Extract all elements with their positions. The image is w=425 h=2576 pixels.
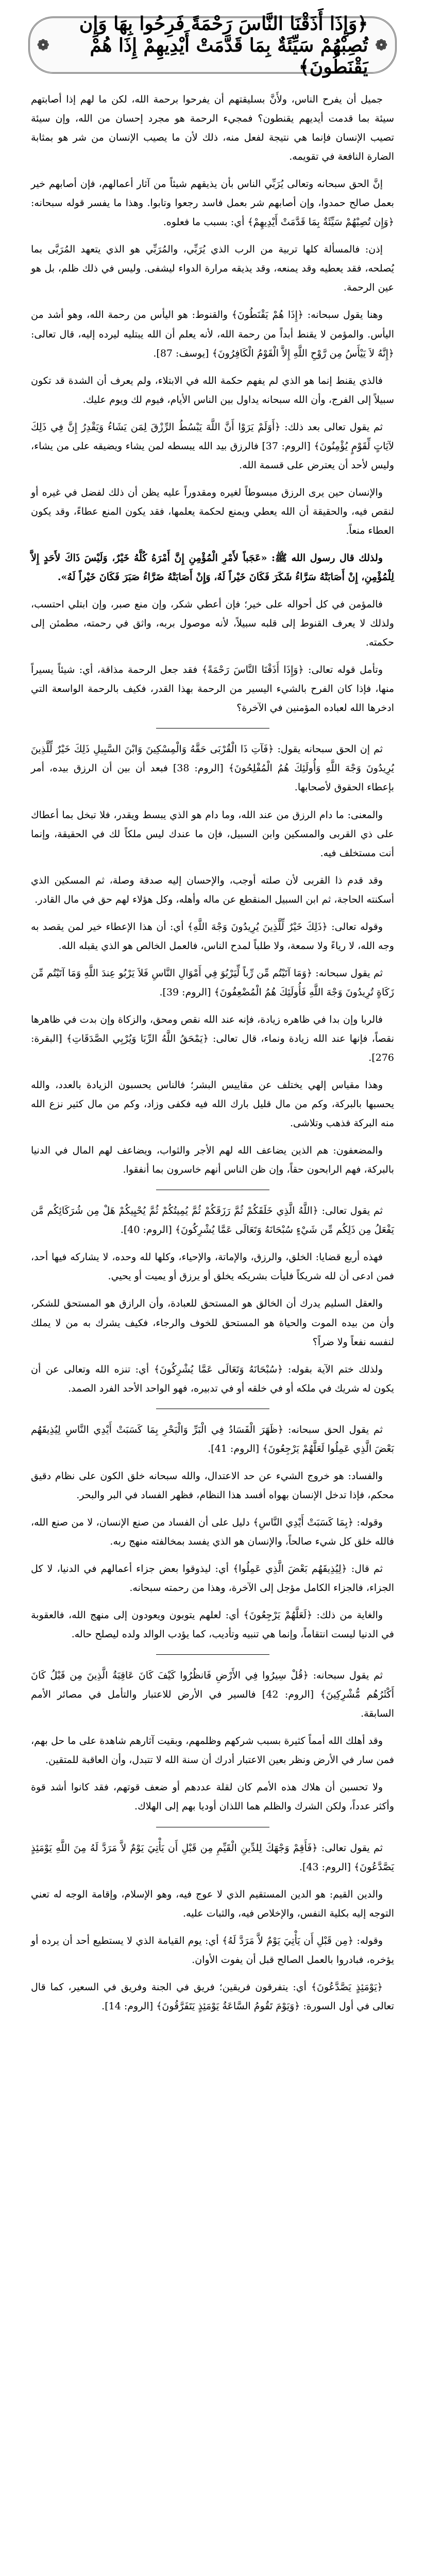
paragraph: فالربا وإن بدا في ظاهره زيادة، فإنه عند الله نقص ومحق، والزكاة وإن بدت في ظاهرها نقصاً، فإنها عند الله زيادة ونماء، قال تعالى: ﴿يَمْحَقُ اللَّهُ الرِّبَا وَيُرْبِي الصَّدَقَاتِ﴾ [البقرة: 276]. [31,1013,394,1064]
paragraph: وهذا مقياس إلهي يختلف عن مقاييس البشر؛ فالناس يحسبون الزيادة بالعدد، والله يحسبها بالبركة، وكم من مال قليل بارك الله فيه فكفى وزاد، وكم من مال كثير نزع الله منه البركة فذهب وتلاشى. [31,1079,394,1129]
paragraph: إذن: فالمسألة كلها تربية من الرب الذي يُرَبِّي، والمُرَبِّي هو الذي يتعهد المُرَبَّى بما يُصلحه، فقد يعطيه وقد يمنعه، وقد يذيقه مرارة الدواء ليشفى. وليس في ذلك ظلم، بل هو عين الرحمة. [31,244,394,294]
paragraph: وتأمل قوله تعالى: ﴿وَإِذَا أَذَقْنَا النَّاسَ رَحْمَةً﴾ فقد جعل الرحمة مذاقة، أي: شيئاً يسيراً منها، فإذا كان الفرح بالشيء اليسير من الرحمة بهذا القدر، فكيف بالرحمة الواسعة التي ادخرها الله لعباده المؤمنين في الآخرة؟ [31,664,394,714]
paragraph: ولذلك ختم الآية بقوله: ﴿سُبْحَانَهُ وَتَعَالَى عَمَّا يُشْرِكُونَ﴾ أي: تنزه الله وتعالى عن أن يكون له شريك في ملكه أو في خلقه أو في تدبيره، فهو الواحد الأحد الفرد الصمد. [31,1363,394,1394]
paragraph: ثم يقول سبحانه: ﴿قُلْ سِيرُوا فِي الأَرْضِ فَانظُرُوا كَيْفَ كَانَ عَاقِبَةُ الَّذِينَ مِن قَبْلُ كَانَ أَكْثَرُهُم مُّشْرِكِينَ﴾ [الروم: 42] فالسير في الأرض للاعتبار والتأمل في مصائر الأمم السابقة. [31,1670,394,1720]
commentary-body [31,90,394,2024]
paragraph: إنَّ الحق سبحانه وتعالى يُرَبِّي الناس بأن يذيقهم شيئاً من آثار أعمالهم، فإن أصابهم خير بعمل صالح حمدوا، وإن أصابهم شر بعمل فاسد رجعوا وتابوا. وهذا ما يفسر قوله سبحانه: ﴿وَإِن تُصِبْهُمْ سَيِّئَةٌ بِمَا قَدَّمَتْ أَيْدِيهِمْ﴾ أي: بسبب ما فعلوه. [31,178,394,228]
paragraph: والإنسان حين يرى الرزق مبسوطاً لغيره ومقدوراً عليه يظن أن ذلك لفضل في غيره أو لنقص فيه، والحقيقة أن الله يعطي ويمنع لحكمة يعلمها، فقد يكون المنع عطاءً، وقد يكون العطاء منعاً. [31,486,394,536]
paragraph: ثم يقول تعالى بعد ذلك: ﴿أَوَلَمْ يَرَوْا أَنَّ اللَّهَ يَبْسُطُ الرِّزْقَ لِمَن يَشَاءُ وَيَقْدِرُ إِنَّ فِي ذَلِكَ لآيَاتٍ لِّقَوْمٍ يُؤْمِنُونَ﴾ [الروم: 37] فالرزق بيد الله يبسطه لمن يشاء ويضيقه على من يشاء، وليس لأحد أن يعترض على قسمة الله. [31,421,394,471]
paragraph: ولا تحسبن أن هلاك هذه الأمم كان لقلة عددهم أو ضعف قوتهم، فقد كانوا أشد قوة وأكثر عدداً، ولكن الشرك والظلم هما اللذان أوديا بهم إلى الهلاك. [31,1782,394,1812]
paragraph: ولذلك قال رسول الله ﷺ: «عَجَباً لأَمْرِ الْمُؤْمِنِ إِنَّ أَمْرَهُ كُلَّهُ خَيْرٌ، وَلَيْسَ ذَاكَ لأَحَدٍ إِلاَّ لِلْمُؤْمِنِ، إِنْ أَصَابَتْهُ سَرَّاءُ شَكَرَ فَكَانَ خَيْراً لَهُ، وَإِنْ أَصَابَتْهُ ضَرَّاءُ صَبَرَ فَكَانَ خَيْراً لَهُ». [31,552,394,583]
paragraph: ثم يقول الحق سبحانه: ﴿ظَهَرَ الْفَسَادُ فِي الْبَرِّ وَالْبَحْرِ بِمَا كَسَبَتْ أَيْدِي النَّاسِ لِيُذِيقَهُم بَعْضَ الَّذِي عَمِلُوا لَعَلَّهُمْ يَرْجِعُونَ﴾ [الروم: 41]. [31,1423,394,1454]
paragraph: ثم يقول سبحانه: ﴿وَمَا آتَيْتُم مِّن رِّباً لِّيَرْبُوَ فِي أَمْوَالِ النَّاسِ فَلاَ يَرْبُو عِندَ اللَّهِ وَمَا آتَيْتُم مِّن زَكَاةٍ تُرِيدُونَ وَجْهَ اللَّهِ فَأُولَئِكَ هُمُ الْمُضْعِفُونَ﴾ [الروم: 39]. [31,967,394,998]
paragraph: والفساد: هو خروج الشيء عن حد الاعتدال، والله سبحانه خلق الكون على نظام دقيق محكم، فإذا تدخل الإنسان بهواه أفسد هذا النظام، فظهر الفساد في البر والبحر. [31,1470,394,1501]
paragraph: والمعنى: ما دام الرزق من عند الله، وما دام هو الذي يبسط ويقدر، فلا تبخل بما أعطاك على ذي القربى والمسكين وابن السبيل، فإن ما عندك ليس ملكاً لك في الحقيقة، وإنما أنت مستخلف فيه. [31,809,394,859]
header-verse-frame [28,12,397,78]
paragraph: وقوله: ﴿بِمَا كَسَبَتْ أَيْدِي النَّاسِ﴾ دليل على أن الفساد من صنع الإنسان، لا من صنع الله، فالله خلق كل شيء صالحاً، والإنسان هو الذي يفسد بمخالفته منهج ربه. [31,1516,394,1547]
paragraph: والغاية من ذلك: ﴿لَعَلَّهُمْ يَرْجِعُونَ﴾ أي: لعلهم يتوبون ويعودون إلى منهج الله، فالعقوبة في الدنيا ليست انتقاماً، وإنما هي تنبيه وتأديب، كما يؤدب الوالد ولده ليصلح حاله. [31,1609,394,1640]
paragraph: فهذه أربع قضايا: الخلق، والرزق، والإماتة، والإحياء، وكلها لله وحده، لا يشاركه فيها أحد، فمن ادعى أن لله شريكاً فليأت بشريكه يخلق أو يرزق أو يميت أو يحيي. [31,1251,394,1282]
paragraph: وقد أهلك الله أمماً كثيرة بسبب شركهم وظلمهم، وبقيت آثارهم شاهدة على ما حل بهم، فمن سار في الأرض ونظر بعين الاعتبار أدرك أن سنة الله لا تتبدل، وأن العاقبة للمتقين. [31,1735,394,1766]
ornament-icon: ❁ [375,37,388,54]
paragraph: والمضعفون: هم الذين يضاعف الله لهم الأجر والثواب، ويضاعف لهم المال في الدنيا بالبركة، فهم الرابحون حقاً، وإن ظن الناس أنهم خاسرون بما أنفقوا. [31,1145,394,1176]
paragraph: ﴿يَوْمَئِذٍ يَصَّدَّعُونَ﴾ أي: يتفرقون فريقين؛ فريق في الجنة وفريق في السعير، كما قال تعالى في أول السورة: ﴿وَيَوْمَ تَقُومُ السَّاعَةُ يَوْمَئِذٍ يَتَفَرَّقُونَ﴾ [الروم: 14]. [31,1981,394,2012]
paragraph: والعقل السليم يدرك أن الخالق هو المستحق للعبادة، وأن الرازق هو المستحق للشكر، وأن من بيده الموت والحياة هو المستحق للخوف والرجاء، فكيف يشرك به من لا يملك لنفسه نفعاً ولا ضراً؟ [31,1298,394,1348]
paragraph: فالمؤمن في كل أحواله على خير؛ فإن أعطي شكر، وإن منع صبر، وإن ابتلي احتسب، ولذلك لا يعرف القنوط إلى قلبه سبيلاً، لأنه موصول بربه، واثق في رحمته، مطمئن إلى حكمته. [31,599,394,649]
paragraph: والدين القيم: هو الدين المستقيم الذي لا عوج فيه، وهو الإسلام، وإقامة الوجه له تعني التوجه إليه بكلية النفس، والإخلاص فيه، والثبات عليه. [31,1888,394,1919]
paragraph: وقوله تعالى: ﴿ذَلِكَ خَيْرٌ لِّلَّذِينَ يُرِيدُونَ وَجْهَ اللَّهِ﴾ أي: أن هذا الإعطاء خير لمن يقصد به وجه الله، لا رياءً ولا سمعة، ولا طلباً لمدح الناس، فالعمل الخالص هو الذي يقبله الله. [31,921,394,952]
paragraph: ثم قال: ﴿لِيُذِيقَهُم بَعْضَ الَّذِي عَمِلُوا﴾ أي: ليذوقوا بعض جزاء أعمالهم في الدنيا، لا كل الجزاء، فالجزاء الكامل مؤجل إلى الآخرة، وهذا من رحمته سبحانه. [31,1563,394,1594]
paragraph: وهنا يقول سبحانه: ﴿إِذَا هُمْ يَقْنَطُونَ﴾ والقنوط: هو اليأس من رحمة الله، وهو أشد من اليأس. والمؤمن لا يقنط أبداً من رحمة الله، لأنه يعلم أن الله يبتليه ليرده إليه، قال تعالى: ﴿إِنَّهُ لاَ يَيْأَسُ مِن رَّوْحِ اللَّهِ إِلاَّ الْقَوْمُ الْكَافِرُونَ﴾ [يوسف: 87]. [31,309,394,359]
chapter-header [28,12,397,78]
section-divider [156,1654,269,1655]
paragraph: وقد قدم ذا القربى لأن صلته أوجب، والإحسان إليه صدقة وصلة، ثم المسكين الذي أسكنته الحاجة، ثم ابن السبيل المنقطع عن ماله وأهله، وكل هؤلاء لهم حق في مال القادر. [31,874,394,905]
paragraph: ثم إن الحق سبحانه يقول: ﴿فَآتِ ذَا الْقُرْبَى حَقَّهُ وَالْمِسْكِينَ وَابْنَ السَّبِيلِ ذَلِكَ خَيْرٌ لِّلَّذِينَ يُرِيدُونَ وَجْهَ اللَّهِ وَأُولَئِكَ هُمُ الْمُفْلِحُونَ﴾ [الروم: 38] فبعد أن بين أن الرزق بيده، أمر بإعطاء الحقوق لأصحابها. [31,743,394,793]
paragraph: جميل أن يفرح الناس، ولأَنَّ بسليقتهم أن يفرحوا برحمة الله، لكن ما لهم إذا أصابتهم سيئة بما قدمت أيديهم يقنطون؟ فمجيء الرحمة هو مجرد إحسان من الله، وإن سيئة تصيب الإنسان فإنما هي نتيجة لفعل منه، ذلك لأن ما يصيب الإنسان من شر هو بمثابة الضارة النافعة في تقويمه. [31,94,394,163]
paragraph: ثم يقول تعالى: ﴿اللَّهُ الَّذِي خَلَقَكُمْ ثُمَّ رَزَقَكُمْ ثُمَّ يُمِيتُكُمْ ثُمَّ يُحْيِيكُمْ هَلْ مِن شُرَكَائِكُم مَّن يَفْعَلُ مِن ذَلِكُم مِّن شَيْءٍ سُبْحَانَهُ وَتَعَالَى عَمَّا يُشْرِكُونَ﴾ [الروم: 40]. [31,1205,394,1236]
paragraph: فالذي يقنط إنما هو الذي لم يفهم حكمة الله في الابتلاء، ولم يعرف أن الشدة قد تكون سبيلاً إلى الفرج، وأن الله سبحانه يداول بين الناس الأيام، فيوم لك ويوم عليك. [31,375,394,405]
paragraph: وقوله: ﴿مِن قَبْلِ أَن يَأْتِيَ يَوْمٌ لاَّ مَرَدَّ لَهُ﴾ أي: يوم القيامة الذي لا يستطيع أحد أن يرده أو يؤخره، فبادروا بالعمل الصالح قبل أن يفوت الأوان. [31,1935,394,1965]
ornament-icon: ❁ [37,37,50,54]
header-verse: ﴿وَإِذَا أَذَقْنَا النَّاسَ رَحْمَةً فَرِحُوا بِهَا وَإِن تُصِبْهُمْ سَيِّئَةٌ بِمَا قَدَّمَتْ أَيْدِيهِمْ إِذَا هُمْ يَقْنَطُونَ﴾ [79,12,368,78]
paragraph: ثم يقول تعالى: ﴿فَأَقِمْ وَجْهَكَ لِلدِّينِ الْقَيِّمِ مِن قَبْلِ أَن يَأْتِيَ يَوْمٌ لاَّ مَرَدَّ لَهُ مِنَ اللَّهِ يَوْمَئِذٍ يَصَّدَّعُونَ﴾ [الروم: 43]. [31,1842,394,1873]
